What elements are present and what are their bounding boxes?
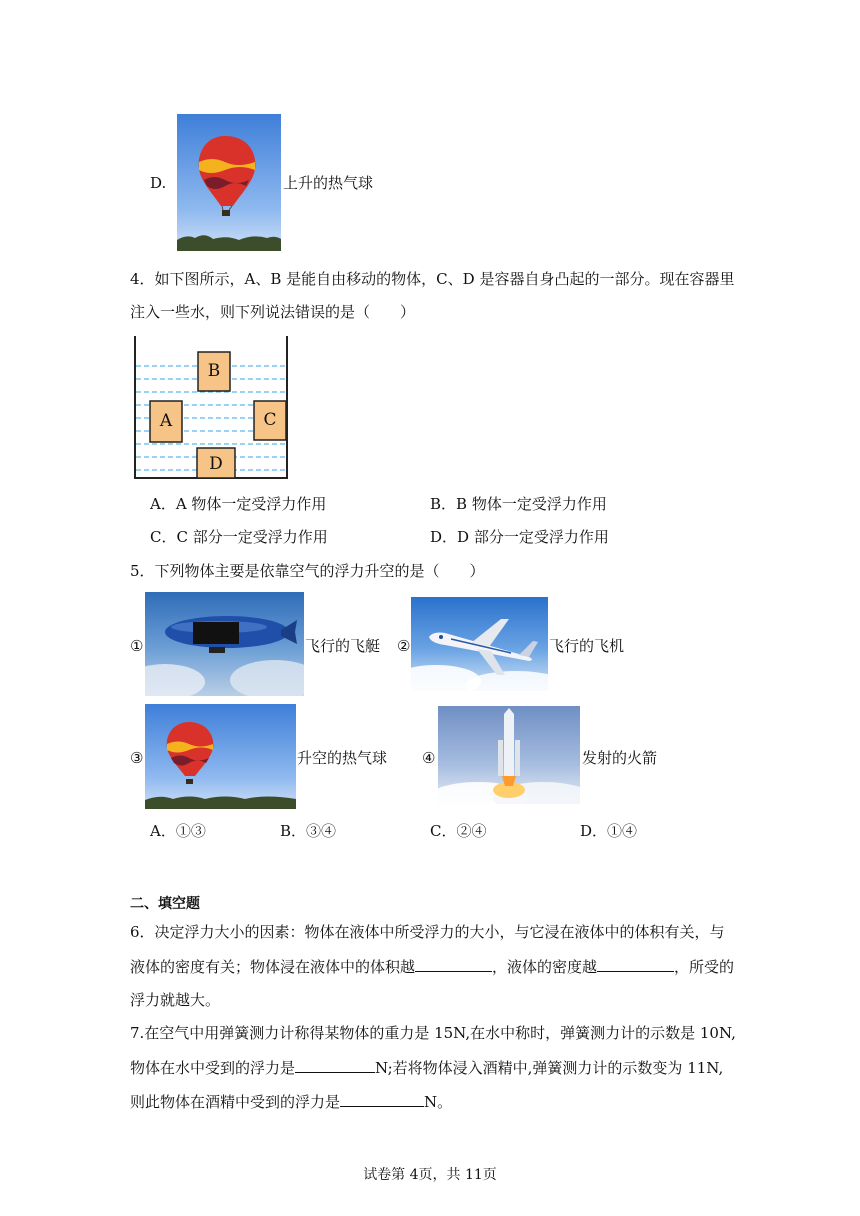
airship-photo <box>145 592 304 696</box>
q4-stem-line2: 注入一些水，则下列说法错误的是（ ） <box>130 303 416 321</box>
hot-air-balloon-photo <box>145 704 296 809</box>
q5-stem: 5．下列物体主要是依靠空气的浮力升空的是（ ） <box>130 562 485 580</box>
q7-blank-2[interactable] <box>340 1090 424 1107</box>
q4-option-b: B．B 物体一定受浮力作用 <box>430 495 607 513</box>
q5-item2-caption: 飞行的飞机 <box>549 637 625 655</box>
q6-line2-text-c: ，所受的 <box>674 958 735 976</box>
q6-line2-text-b: ，液体的密度越 <box>492 958 598 976</box>
q5-option-b: B．③④ <box>280 822 337 840</box>
q6-line2-text-a: 液体的密度有关；物体浸在液体中的体积越 <box>130 958 416 976</box>
hot-air-balloon-photo <box>177 114 281 251</box>
q4-option-d: D．D 部分一定受浮力作用 <box>430 528 609 546</box>
q5-item1-num: ① <box>130 637 144 655</box>
rocket-launch-photo <box>438 706 580 804</box>
q6-blank-2[interactable] <box>597 955 674 972</box>
airplane-photo <box>411 597 548 691</box>
q4-option-c: C．C 部分一定受浮力作用 <box>150 528 328 546</box>
q7-line2-text-a: 物体在水中受到的浮力是 <box>130 1059 296 1077</box>
q3-option-d-caption: 上升的热气球 <box>283 174 374 192</box>
page-footer: 试卷第 4页，共 11页 <box>363 1167 497 1183</box>
figure-label-d: D <box>209 454 223 474</box>
q3-option-d-letter: D. <box>150 174 167 192</box>
q6-line3: 浮力就越大。 <box>130 991 221 1009</box>
q5-item3-caption: 升空的热气球 <box>297 749 388 767</box>
q5-option-a: A．①③ <box>150 822 206 840</box>
q6-line1: 6．决定浮力大小的因素：物体在液体中所受浮力的大小，与它浸在液体中的体积有关，与 <box>130 923 725 941</box>
figure-label-a: A <box>159 411 173 431</box>
q7-line3 <box>130 1090 452 1113</box>
q7-line3-text-b: N。 <box>424 1093 453 1111</box>
q4-container-figure <box>130 334 292 480</box>
q7-line3-text-a: 则此物体在酒精中受到的浮力是 <box>130 1093 341 1111</box>
q7-line2 <box>130 1056 723 1079</box>
q5-option-c: C．②④ <box>430 822 487 840</box>
q5-item2-num: ② <box>397 637 411 655</box>
q5-item3-num: ③ <box>130 749 144 767</box>
figure-label-c: C <box>263 410 277 430</box>
q7-line1: 7.在空气中用弹簧测力计称得某物体的重力是 15N,在水中称时，弹簧测力计的示数是 10N, <box>130 1024 736 1042</box>
q5-option-d: D．①④ <box>580 822 638 840</box>
q6-blank-1[interactable] <box>415 955 492 972</box>
q4-stem-line1: 4．如下图所示，A、B 是能自由移动的物体，C、D 是容器自身凸起的一部分。现在容器里 <box>130 270 735 288</box>
q7-blank-1[interactable] <box>295 1056 375 1073</box>
figure-label-b: B <box>207 361 221 381</box>
section-title: 二、填空题 <box>130 896 200 912</box>
q5-item1-caption: 飞行的飞艇 <box>305 637 381 655</box>
q4-option-a: A．A 物体一定受浮力作用 <box>150 495 327 513</box>
q5-item4-num: ④ <box>422 749 436 767</box>
q5-item4-caption: 发射的火箭 <box>582 749 658 767</box>
q6-line2 <box>130 955 734 978</box>
q7-line2-text-b: N;若将物体浸入酒精中,弹簧测力计的示数变为 11N, <box>375 1059 724 1077</box>
